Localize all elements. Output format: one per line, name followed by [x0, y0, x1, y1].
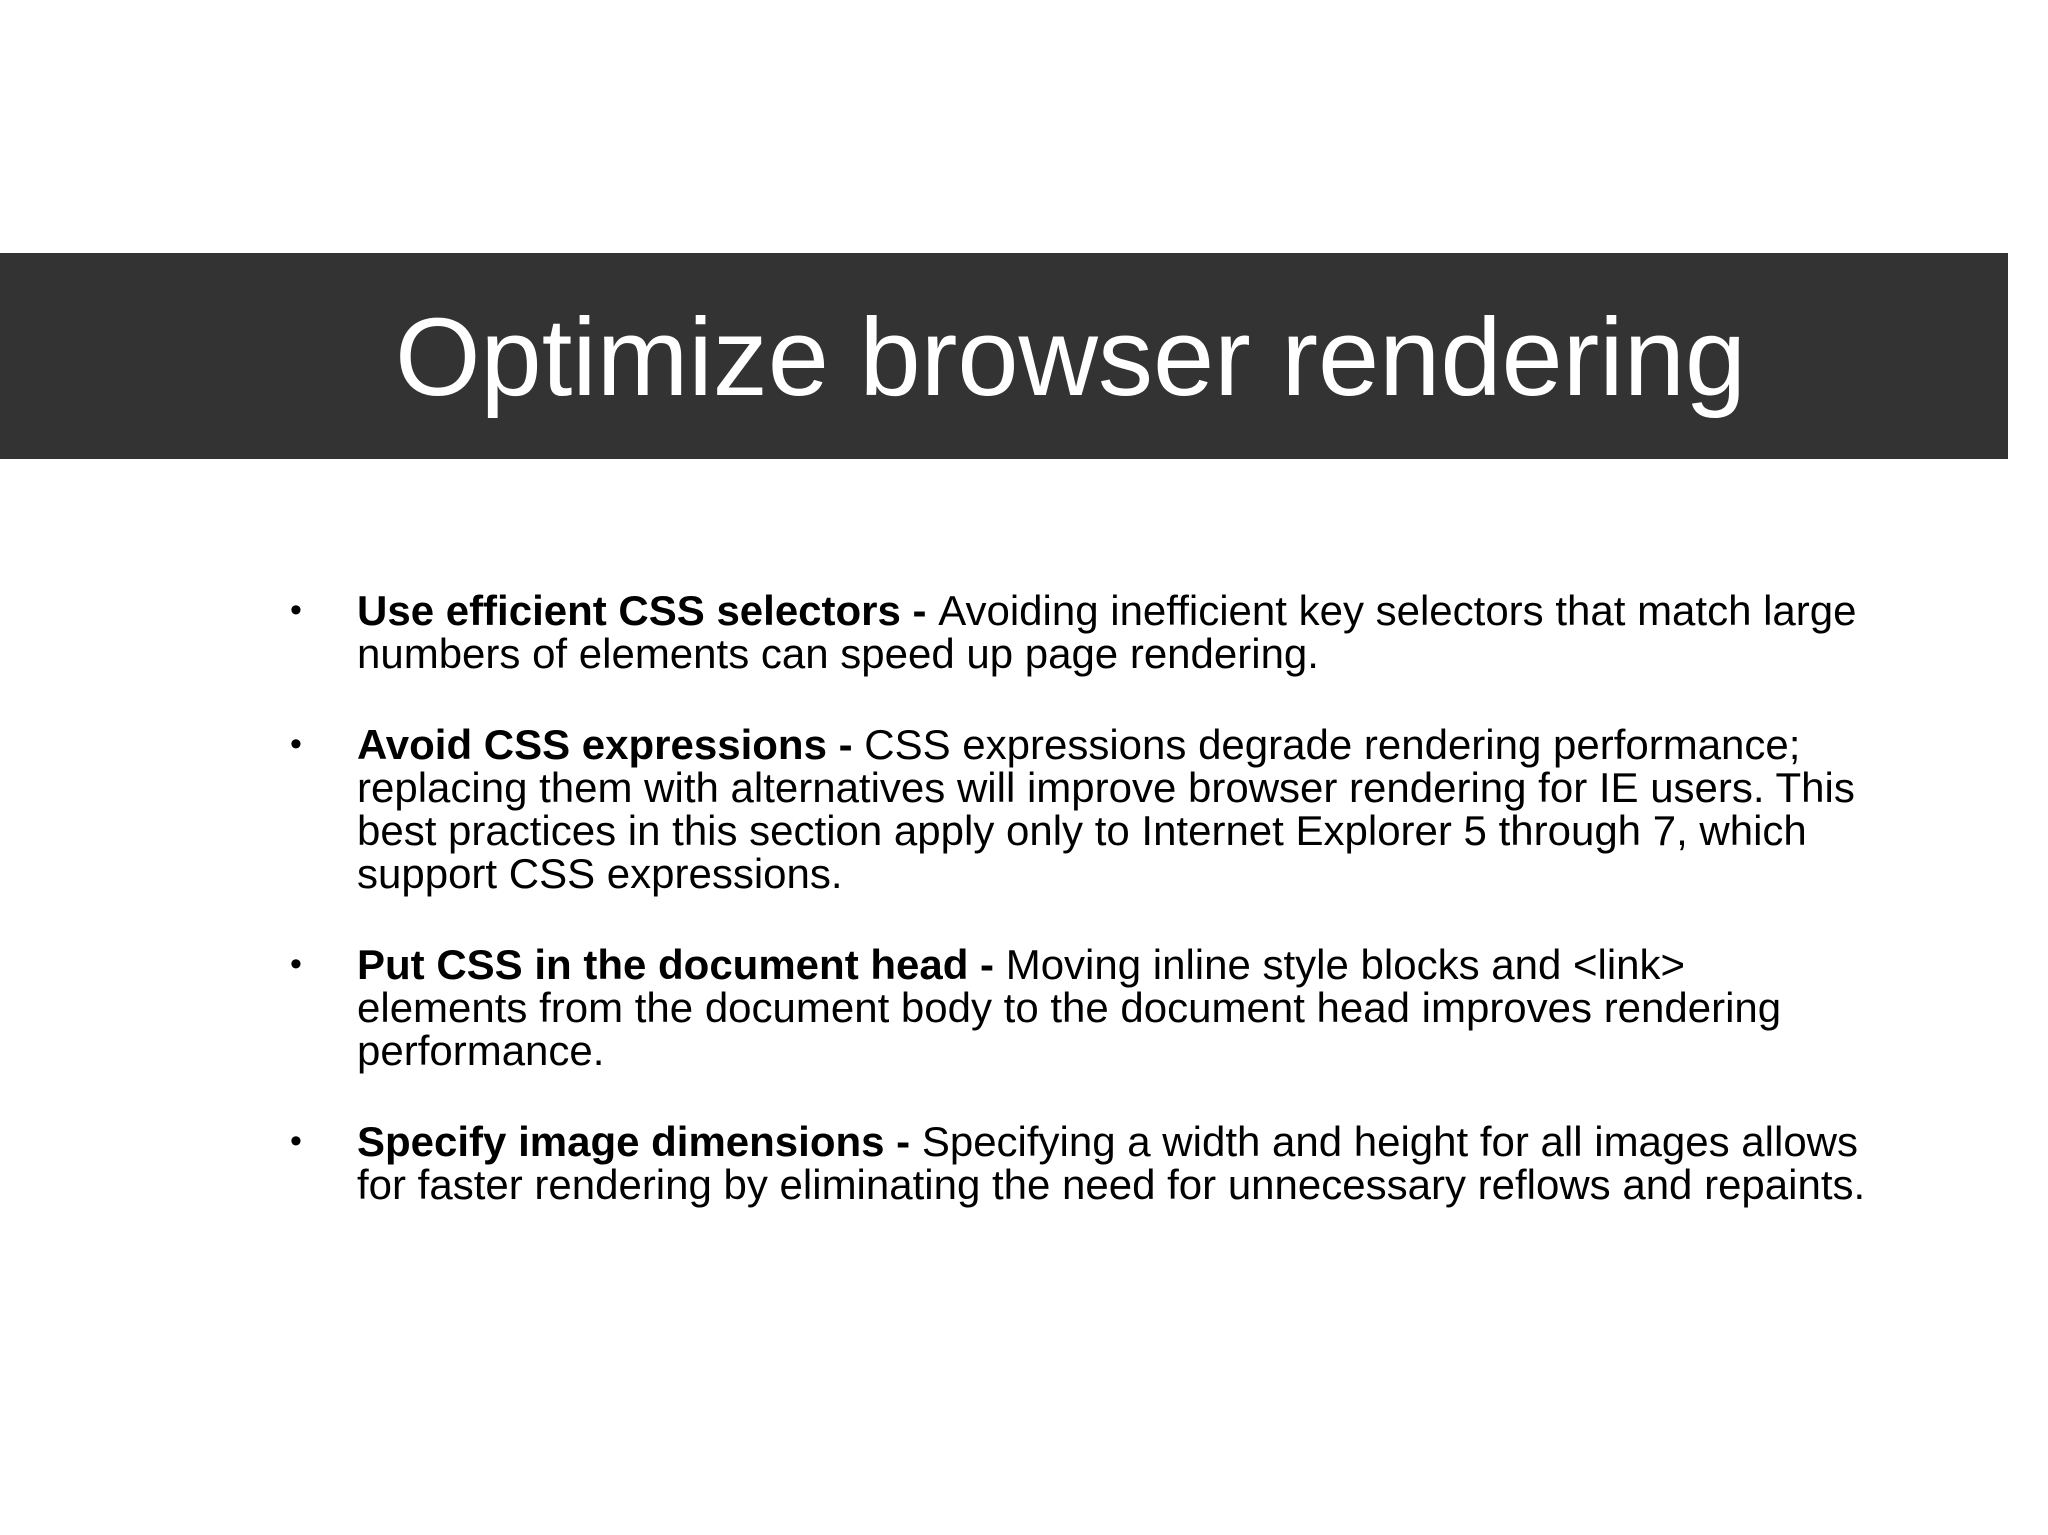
bullet-text: support CSS expressions. — [357, 850, 843, 897]
bullet-item-css-in-head — [290, 943, 1970, 1072]
bullet-item-efficient-css-selectors — [290, 589, 1970, 675]
bullet-marker: • — [290, 1122, 302, 1160]
bullet-text: elements from the document body to the document head improves rendering — [357, 984, 1782, 1031]
bullet-heading: Put CSS in the document head - — [357, 941, 1006, 988]
slide-title: Optimize browser rendering — [395, 296, 1747, 419]
bullet-text: Moving inline style blocks and <link> — [1005, 941, 1686, 988]
bullet-line — [357, 943, 1970, 986]
bullet-marker: • — [290, 945, 302, 983]
bullet-text: Specifying a width and height for all images allows — [921, 1118, 1859, 1165]
bullet-line — [357, 1120, 1970, 1163]
bullet-heading: Use efficient CSS selectors - — [357, 587, 939, 634]
bullet-heading: Avoid CSS expressions - — [357, 721, 865, 768]
bullet-text: for faster rendering by eliminating the need for unnecessary reflows and repaints. — [357, 1161, 1866, 1208]
bullet-text: Avoiding inefficient key selectors that match large — [938, 587, 1857, 634]
bullet-list — [290, 589, 1970, 1206]
bullet-text: replacing them with alternatives will improve browser rendering for IE users. This — [357, 764, 1855, 811]
bullet-marker: • — [290, 591, 302, 629]
bullet-text: best practices in this section apply only to Internet Explorer 5 through 7, which — [357, 807, 1807, 854]
bullet-marker: • — [290, 725, 302, 763]
bullet-text: performance. — [357, 1027, 605, 1074]
bullet-item-image-dimensions — [290, 1120, 1970, 1206]
bullet-heading: Specify image dimensions - — [357, 1118, 922, 1165]
bullet-text: CSS expressions degrade rendering performance; — [864, 721, 1801, 768]
bullet-text: numbers of elements can speed up page rendering. — [357, 630, 1319, 677]
bullet-item-avoid-css-expressions — [290, 723, 1970, 895]
bullet-line — [357, 589, 1970, 632]
bullet-line — [357, 723, 1970, 766]
